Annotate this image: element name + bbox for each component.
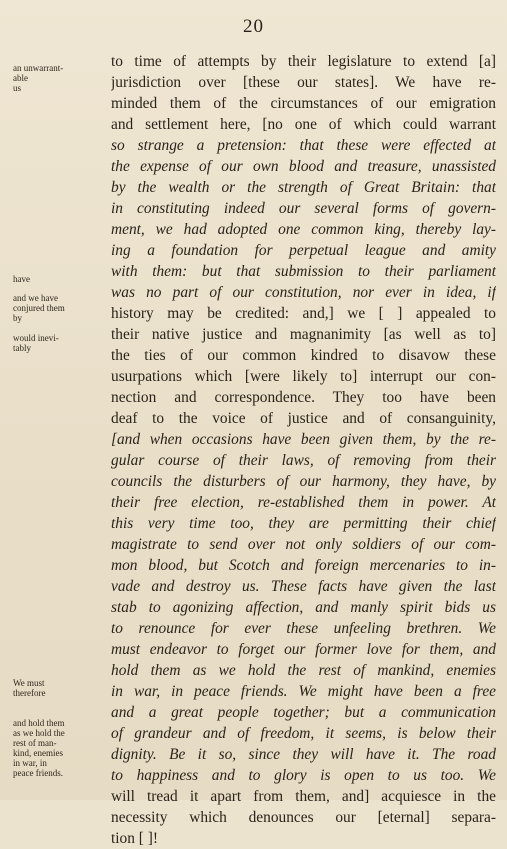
text-line: must endeavor to forget our former love for them, and — [111, 641, 496, 658]
page-number: 20 — [243, 16, 264, 37]
margin-note-line: would inevi- tably — [13, 333, 59, 353]
text-line: history may be credited: and,] we [ ] appealed to — [111, 305, 496, 322]
body-text — [111, 51, 496, 849]
text-line: the ties of our common kindred to disavow these — [111, 347, 496, 364]
text-line: dignity. Be it so, since they will have it. The road — [111, 746, 496, 763]
text-line: [and when occasions have been given them, by the re- — [111, 431, 496, 448]
margin-note-line: an unwarrant- able us — [13, 63, 64, 93]
text-line: will tread it apart from them, and] acquiesce in the — [111, 788, 496, 805]
text-line: their free election, re-established them in power. At — [111, 494, 496, 511]
text-line: jurisdiction over [these our states]. We have re- — [111, 74, 496, 91]
text-line: was no part of our constitution, nor ever in idea, if — [111, 284, 496, 301]
margin-note-unwarrantable — [13, 63, 105, 93]
text-line: nection and correspondence. They too have been — [111, 389, 496, 406]
text-line: the expense of our own blood and treasure, unassisted — [111, 158, 496, 175]
margin-note-line: have — [13, 274, 30, 284]
margin-note-conjured — [13, 293, 105, 323]
text-line: and a great people together; but a communication — [111, 704, 496, 721]
text-line: hold them as we hold the rest of mankind, enemies — [111, 662, 496, 679]
text-line: and settlement here, [no one of which could warrant — [111, 116, 496, 133]
text-line: to happiness and to glory is open to us too. We — [111, 767, 496, 784]
margin-note-have — [13, 274, 105, 284]
text-line: necessity which denounces our [eternal] separa- — [111, 809, 496, 826]
text-line: stab to agonizing affection, and manly spirit bids us — [111, 599, 496, 616]
text-line: this very time too, they are permitting their chief — [111, 515, 496, 532]
text-line: mon blood, but Scotch and foreign mercenaries to in- — [111, 557, 496, 574]
text-line: in war, in peace friends. We might have been a free — [111, 683, 496, 700]
text-line: to renounce for ever these unfeeling brethren. We — [111, 620, 496, 637]
margin-note-line: and hold them as we hold the rest of man- kind, enemies in war, in peace friends. — [13, 718, 65, 778]
text-line: of grandeur and of freedom, it seems, is below their — [111, 725, 496, 742]
text-line: magistrate to send over not only soldiers of our com- — [111, 536, 496, 553]
text-line: with them: but that submission to their parliament — [111, 263, 496, 280]
margin-note-we-must — [13, 678, 105, 698]
margin-note-hold-them — [13, 718, 105, 778]
text-line: so strange a pretension: that these were effected at — [111, 137, 496, 154]
text-line: gular course of their laws, of removing from their — [111, 452, 496, 469]
text-line: ment, we had adopted one common king, thereby lay- — [111, 221, 496, 238]
text-line: their native justice and magnanimity [as well as to] — [111, 326, 496, 343]
text-line: by the wealth or the strength of Great Britain: that — [111, 179, 496, 196]
text-line: vade and destroy us. These facts have given the last — [111, 578, 496, 595]
text-line: tion [ ]! — [111, 830, 159, 847]
margin-note-inevitably — [13, 333, 105, 353]
text-line: ing a foundation for perpetual league and amity — [111, 242, 496, 259]
text-line: to time of attempts by their legislature to extend [a] — [111, 53, 496, 70]
text-line: deaf to the voice of justice and of consanguinity, — [111, 410, 496, 427]
margin-note-line: and we have conjured them by — [13, 293, 65, 323]
text-line: usurpations which [were likely to] interrupt our con- — [111, 368, 496, 385]
text-line: in constituting indeed our several forms of govern- — [111, 200, 496, 217]
margin-note-line: We must therefore — [13, 678, 46, 698]
text-line: councils the disturbers of our harmony, they have, by — [111, 473, 496, 490]
text-line: minded them of the circumstances of our emigration — [111, 95, 496, 112]
